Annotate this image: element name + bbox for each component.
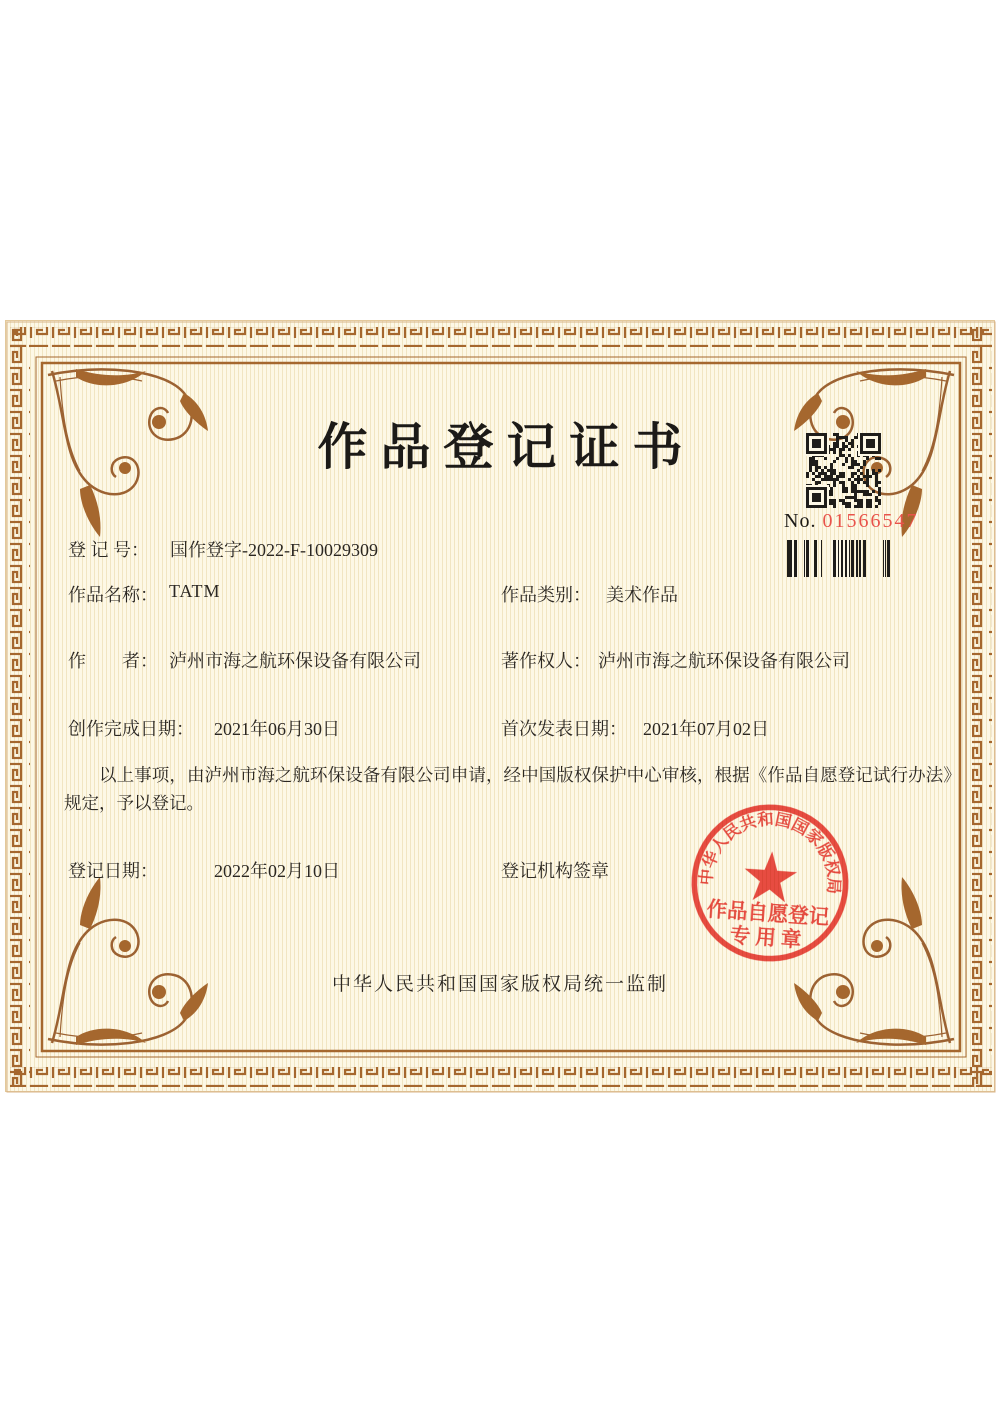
- stamp-line1: 作品自愿登记: [705, 898, 830, 929]
- author-label: 作 者：: [68, 651, 158, 671]
- rights-holder-label: 著作权人：: [501, 651, 591, 671]
- serial-prefix: No.: [784, 510, 817, 532]
- creation-date-value: 2021年06月30日: [214, 719, 340, 739]
- work-type-label: 作品类别：: [501, 585, 591, 605]
- reg-no-label: 登 记 号：: [68, 540, 149, 560]
- official-stamp: [672, 785, 868, 981]
- publish-date-label: 首次发表日期：: [501, 719, 627, 739]
- org-signature-label: 登记机构签章: [501, 861, 609, 881]
- reg-date-label: 登记日期：: [68, 861, 158, 881]
- work-name-label: 作品名称：: [68, 585, 158, 605]
- creation-date-label: 创作完成日期：: [68, 719, 194, 739]
- work-name-value: TATM: [169, 581, 221, 601]
- stamp-ring-text: 中华人民共和国国家版权局: [696, 809, 844, 895]
- corner-ornament-bottom-left: [48, 877, 208, 1045]
- certificate-title: 作品登记证书: [317, 419, 696, 475]
- barcode-image: [787, 540, 890, 577]
- certificate: [5, 320, 995, 1092]
- author-value: 泸州市海之航环保设备有限公司: [169, 651, 421, 671]
- work-type-value: 美术作品: [606, 585, 678, 605]
- publish-date-value: 2021年07月02日: [643, 719, 769, 739]
- reg-date-value: 2022年02月10日: [214, 861, 340, 881]
- registration-statement: 以上事项，由泸州市海之航环保设备有限公司申请，经中国版权保护中心审核，根据《作品自愿登记试行办法》规定，予以登记。: [64, 765, 952, 813]
- qr-code-image: [806, 433, 881, 508]
- rights-holder-value: 泸州市海之航环保设备有限公司: [598, 651, 850, 671]
- serial-number: 01566547: [822, 510, 919, 532]
- star-icon: [743, 850, 799, 903]
- footer-issuer-line: 中华人民共和国国家版权局统一监制: [331, 974, 668, 995]
- serial-number-line: [784, 510, 918, 533]
- stamp-line2: 专用章: [729, 924, 808, 952]
- reg-no-value: 国作登字-2022-F-10029309: [170, 540, 378, 560]
